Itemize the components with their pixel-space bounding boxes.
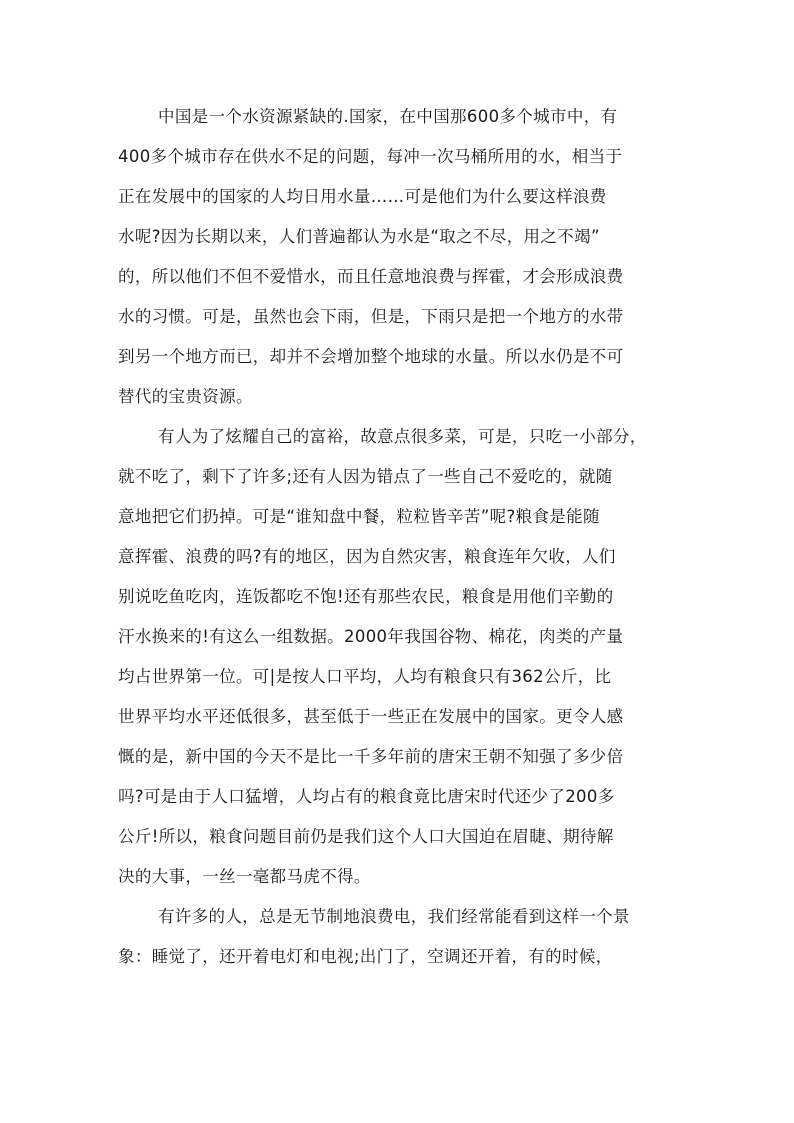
paragraph-2-line-8: 世界平均水平还低很多，甚至低于一些正在发展中的国家。更令人感 [118,707,624,726]
paragraph-2-line-10: 吗?可是由于人口猛增，人均占有的粮食竟比唐宋时代还少了200多 [118,787,615,806]
paragraph-2-line-4: 意挥霍、浪费的吗?有的地区，因为自然灾害，粮食连年欠收，人们 [118,547,616,566]
paragraph-2-line-7: 均占世界第一位。可|是按人口平均，人均有粮食只有362公斤，比 [118,667,612,686]
paragraph-3-line-1: 有许多的人，总是无节制地浪费电，我们经常能看到这样一个景 [158,907,630,926]
paragraph-3-line-2: 象：睡觉了，还开着电灯和电视;出门了，空调还开着，有的时候， [118,947,613,966]
paragraph-1-line-1: 中国是一个水资源紧缺的.国家，在中国那600多个城市中，有 [158,107,618,126]
paragraph-2-line-5: 别说吃鱼吃肉，连饭都吃不饱!还有那些农民，粮食是用他们辛勤的 [118,587,614,606]
paragraph-2-line-11: 公斤!所以，粮食问题目前仍是我们这个人口大国迫在眉睫、期待解 [118,827,614,846]
paragraph-2-line-12: 决的大事，一丝一毫都马虎不得。 [118,867,371,886]
paragraph-1-line-3: 正在发展中的国家的人均日用水量……可是他们为什么要这样浪费 [118,187,607,206]
paragraph-1-line-6: 水的习惯。可是，虽然也会下雨，但是，下雨只是把一个地方的水带 [118,307,624,326]
paragraph-1-line-5: 的，所以他们不但不爱惜水，而且任意地浪费与挥霍，才会形成浪费 [118,267,624,286]
paragraph-2-line-2: 就不吃了，剩下了许多;还有人因为错点了一些自己不爱吃的，就随 [118,467,613,486]
paragraph-2-line-3: 意地把它们扔掉。可是“谁知盘中餐，粒粒皆辛苦”呢?粮食是能随 [118,507,600,526]
paragraph-1-line-2: 400多个城市存在供水不足的问题，每冲一次马桶所用的水，相当于 [118,147,623,166]
paragraph-2-line-6: 汗水换来的!有这么一组数据。2000年我国谷物、棉花，肉类的产量 [118,627,624,646]
paragraph-1-line-4: 水呢?因为长期以来，人们普遍都认为水是“取之不尽，用之不竭” [118,227,600,246]
paragraph-1-line-7: 到另一个地方而已，却并不会增加整个地球的水量。所以水仍是不可 [118,347,624,366]
paragraph-2-line-9: 慨的是，新中国的今天不是比一千多年前的唐宋王朝不知强了多少倍 [118,747,624,766]
paragraph-1-line-8: 替代的宝贵资源。 [118,387,253,406]
paragraph-2-line-1: 有人为了炫耀自己的富裕，故意点很多菜，可是，只吃一小部分， [158,427,647,446]
